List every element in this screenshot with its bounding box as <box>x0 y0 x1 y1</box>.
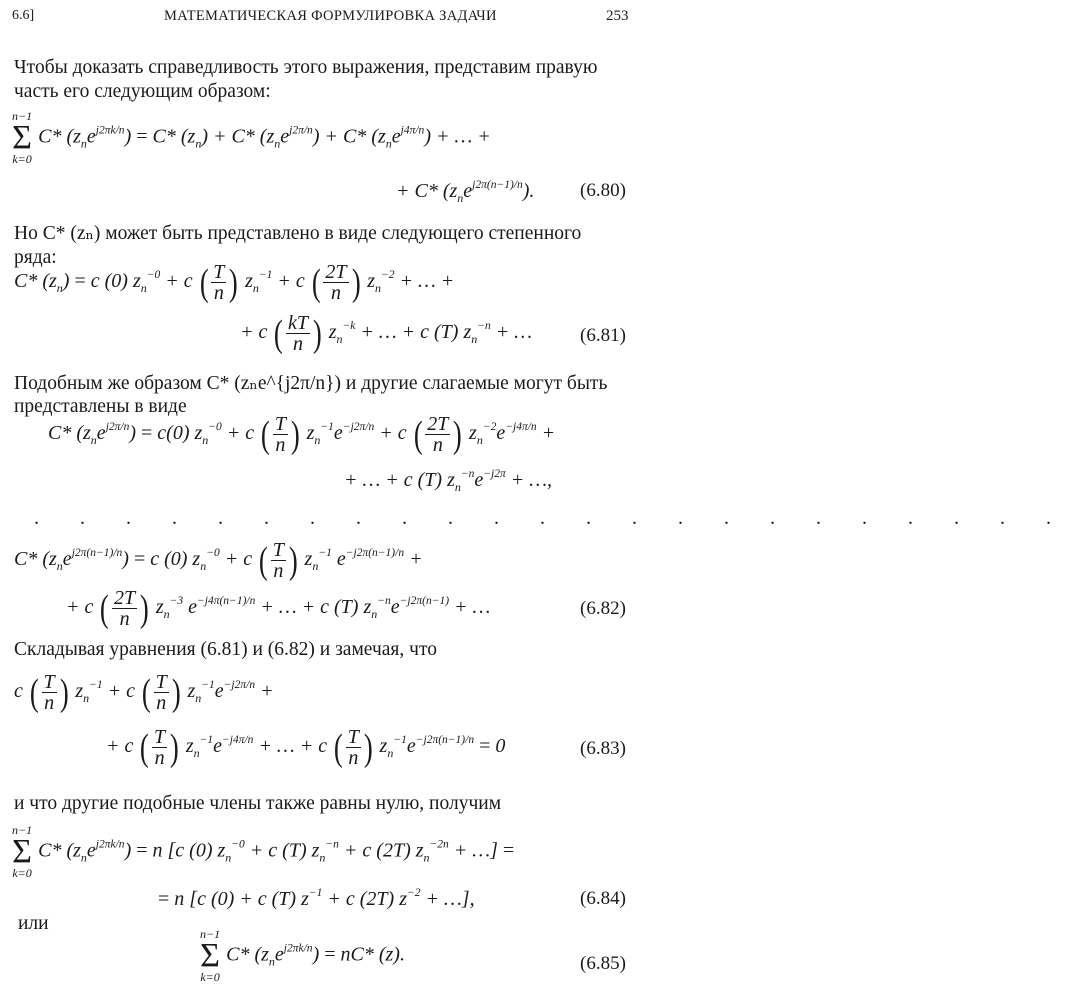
equation-number: (6.83) <box>580 738 626 759</box>
equation-6-80-line2: + C* $(z_ne^{j2\pi(n-1)/n})$. <box>396 179 535 205</box>
equation-6-85: n−1 Σ k=0 C* $(z_ne^{j2\pi k/n}) = nC*$ (z). <box>200 927 405 984</box>
equation-number: (6.80) <box>580 180 626 201</box>
page-number: 253 <box>606 8 629 24</box>
paragraph-line: Но C* (zₙ) может быть представлено в виде следующего степенного <box>14 223 582 244</box>
paragraph-line: Складывая уравнения (6.81) и (6.82) и замечая, что <box>14 639 437 660</box>
running-title: МАТЕМАТИЧЕСКАЯ ФОРМУЛИРОВКА ЗАДАЧИ <box>164 8 497 24</box>
section-ref: 6.6] <box>12 8 35 23</box>
equation-6-80-line1: n−1 Σ k=0 C* $(z_ne^{j2\pi k/n}) = C*$ $(z_n) + C*$ $(z_ne^{j2\pi/n}) + C*$ $(z_ne^{j4\pi/n})$ + … + <box>12 109 491 166</box>
paragraph-line: ряда: <box>14 247 57 268</box>
equation-6-82-row1-line2: + … + c (T) $z_n^{-n}e^{-j2\pi}$ + …, <box>344 468 553 494</box>
equation-6-83-line1: c ( $\frac{T}{n}$ ) $z_n^{-1} + c$ ( $\frac{T}{n}$ ) $z_n^{-1}e^{-j2\pi/n}$ + <box>14 671 274 714</box>
equation-6-84-line2: = n [c (0) + c (T) $z^{-1} + c$ (2T) $z^{-2}$ + …], <box>158 887 475 910</box>
paragraph-line: часть его следующим образом: <box>14 81 271 102</box>
paragraph-line: Чтобы доказать справедливость этого выражения, представим правую <box>14 57 598 78</box>
equation-number: (6.82) <box>580 598 626 619</box>
equation-6-83-line2: + c ( $\frac{T}{n}$ ) $z_n^{-1}e^{-j4\pi/n}$ + … + c ( $\frac{T}{n}$ ) $z_n^{-1}e^{-j2\pi(n-1)/n} = 0$ <box>106 726 506 769</box>
paragraph-line: представлены в виде <box>14 396 187 417</box>
ellipsis-separator: . . . . . . . . . . . . . . . . . . . . . . . <box>34 507 1069 529</box>
equation-6-82-row1-line1: C* $(z_ne^{j2\pi/n}) = c(0) z_n^{-0} + c$ ( $\frac{T}{n}$ ) $z_n^{-1}e^{-j2\pi/n} + c$ ( $\frac{2T}{n}$ ) $z_n^{-2}e^{-j4\pi/n}$ + <box>48 413 556 456</box>
equation-6-84-line1: n−1 Σ k=0 C* $(z_ne^{j2\pi k/n}) = n$ [c (0) $z_n^{-0} + c$ (T) $z_n^{-n} + c$ (2T) $z_n^{-2n}$ + …] = <box>12 823 515 880</box>
equation-6-82-row2-line2: + c ( $\frac{2T}{n}$ ) $z_n^{-3}$ $e^{-j4\pi(n-1)/n}$ + … + c (T) $z_n^{-n}e^{-j2\pi(n-1)}$ + … <box>66 587 491 630</box>
paragraph-line: и что другие подобные члены также равны нулю, получим <box>14 793 502 814</box>
equation-number: (6.85) <box>580 953 626 974</box>
equation-6-81-line1: C* $(z_n) = c$ (0) $z_n^{-0} + c$ ( $\frac{T}{n}$ ) $z_n^{-1} + c$ ( $\frac{2T}{n}$ ) $z_n^{-2}$ + … + <box>14 261 455 304</box>
equation-number: (6.84) <box>580 888 626 909</box>
equation-6-81-line2: + c ( $\frac{kT}{n}$ ) $z_n^{-k}$ + … + c (T) $z_n^{-n}$ + … <box>240 312 533 355</box>
equation-6-82-row2-line1: C* $(z_ne^{j2\pi(n-1)/n}) = c$ (0) $z_n^{-0} + c$ ( $\frac{T}{n}$ ) $z_n^{-1}$ $e^{-j2\pi(n-1)/n}$ + <box>14 539 423 582</box>
paragraph-line: Подобным же образом C* (zₙe^{j2π/n}) и другие слагаемые могут быть <box>14 373 608 394</box>
equation-number: (6.81) <box>580 325 626 346</box>
paragraph-line: или <box>18 913 49 934</box>
